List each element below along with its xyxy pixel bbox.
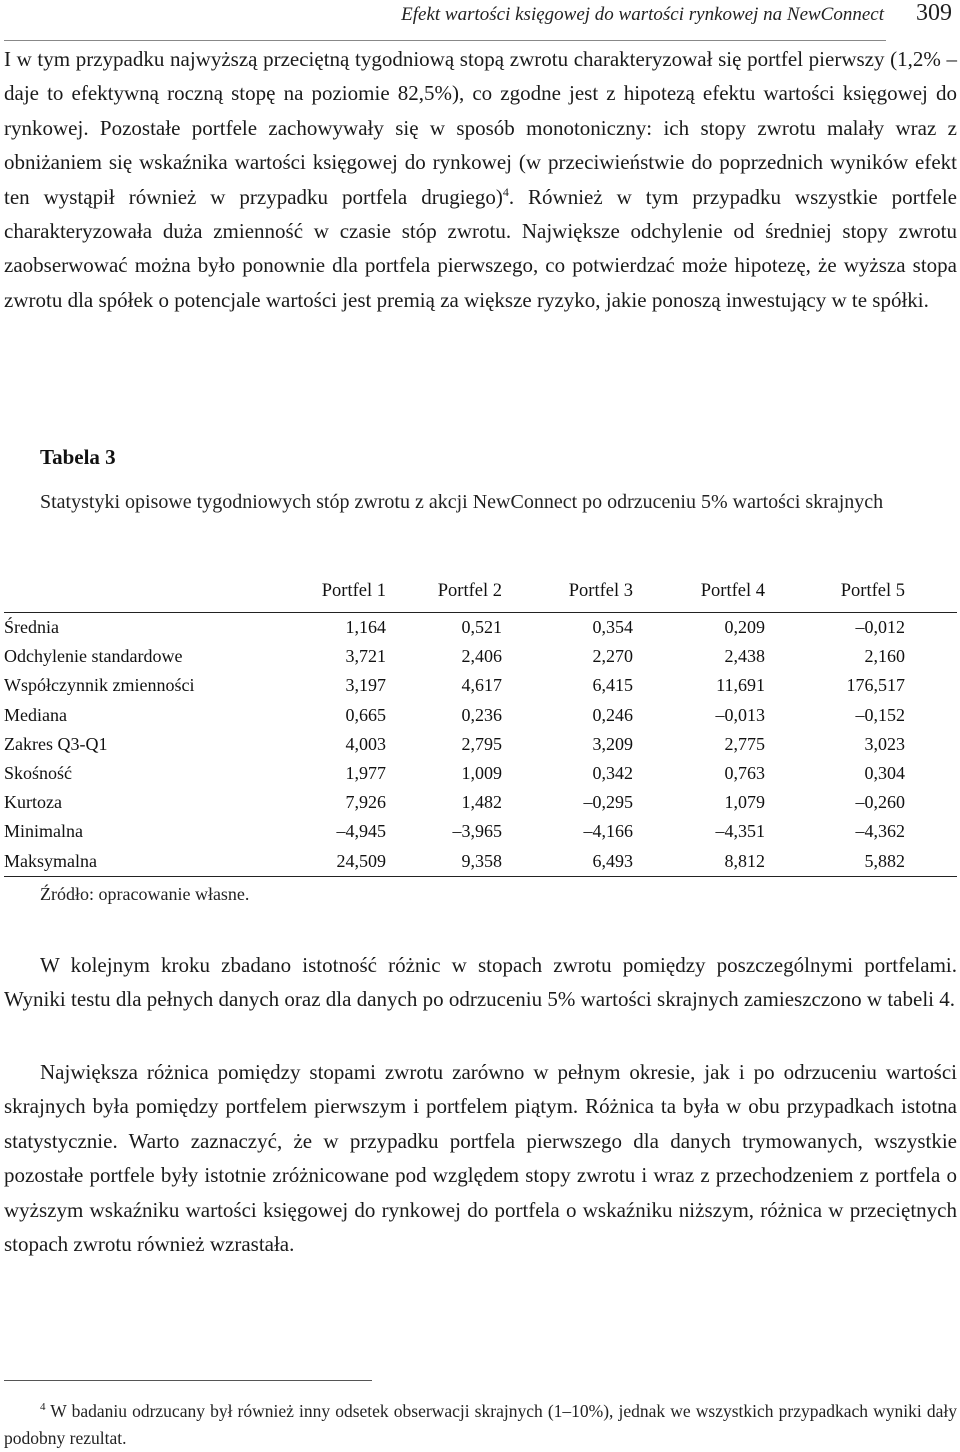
table-cell: –0,012: [855, 617, 905, 638]
table-cell: 4,617: [461, 675, 502, 696]
paragraph-1-text-cont: . Również w tym przypadku wszystkie portfele charakteryzowała duża zmienność w czasie stóp zwrotu. Największe odchylenie od średniej stopy zwrotu zaobserwować można było ponownie dla portfela pierwszego, co potwierdzać może hipotezę, że wyższa stopa zwrotu dla spółek o potencjale wartości jest premią za większe ryzyko, jakie ponoszą inwestujący w te spółki.: [4, 184, 957, 312]
table-cell: 2,795: [461, 733, 502, 754]
table-cell: 6,493: [592, 850, 633, 871]
table-row: [4, 642, 957, 671]
table-cell: 0,342: [592, 763, 633, 784]
header-rule: [4, 40, 886, 41]
table-cell: 0,763: [724, 763, 765, 784]
row-label: Maksymalna: [4, 850, 97, 871]
table-cell: 1,164: [345, 617, 386, 638]
table-row: [4, 817, 957, 846]
table-row: [4, 759, 957, 788]
row-label: Mediana: [4, 704, 67, 725]
footnote-rule: [4, 1380, 372, 1381]
table-cell: 0,354: [592, 617, 633, 638]
table-cell: –0,295: [583, 792, 633, 813]
table-cell: 0,304: [864, 763, 905, 784]
table-cell: 2,406: [461, 646, 502, 667]
table-cell: 3,209: [592, 733, 633, 754]
table-row: [4, 847, 957, 877]
column-header: Portfel 3: [568, 580, 633, 601]
table-cell: –4,166: [583, 821, 633, 842]
footnote-text: W badaniu odrzucany był również inny odsetek obserwacji skrajnych (1–10%), jednak we wszystkich przypadkach wyniki dały podobny rezultat.: [4, 1401, 957, 1448]
row-label: Skośność: [4, 763, 73, 784]
table-cell: 2,775: [724, 733, 765, 754]
column-header: Portfel 5: [840, 580, 905, 601]
table-caption: Statystyki opisowe tygodniowych stóp zwrotu z akcji NewConnect po odrzuceniu 5% wartości skrajnych: [40, 491, 884, 513]
table-cell: 2,438: [724, 646, 765, 667]
table-cell: 0,246: [592, 704, 633, 725]
table-cell: 1,977: [345, 763, 386, 784]
paragraph-3: Największa różnica pomiędzy stopami zwrotu zarówno w pełnym okresie, jak i po odrzuceniu wartości skrajnych była pomiędzy portfelem pierwszym i portfelem piątym. Różnica ta była w obu przypadkach istotna statystycznie. Warto zaznaczyć, że w przypadku portfela pierwszego dla danych trymowanych, wszystkie pozostałe portfele były istotnie zróżnicowane pod względem stopy zwrotu i wraz z przechodzeniem z portfela o wyższym wskaźniku wartości księgowej do rynkowej do portfela o wskaźniku niższym, różnica w przeciętnych stopach zwrotu również wzrastała.: [4, 1060, 957, 1257]
table-header-row: [4, 566, 957, 613]
table-cell: –0,152: [855, 704, 905, 725]
row-label: Średnia: [4, 617, 59, 638]
paragraph-1-text: I w tym przypadku najwyższą przeciętną tygodniową stopą zwrotu charakteryzował się portfel pierwszy (1,2% – daje to efektywną roczną stopę na poziomie 82,5%), co zgodne jest z hipotezą efektu wartości księgowej do rynkowej. Pozostałe portfele zachowywały się w sposób monotoniczny: ich stopy zwrotu malały wraz z obniżaniem się wskaźnika wartości księgowej do rynkowej (w przeciwieństwie do poprzednich wyników efekt ten wystąpił również w przypadku portfela drugiego): [4, 47, 957, 209]
row-label: Współczynnik zmienności: [4, 675, 195, 696]
table-row: [4, 671, 957, 700]
statistics-table: [4, 566, 957, 877]
table-row: [4, 613, 957, 643]
paragraph-1: [4, 42, 957, 317]
footnote: [4, 1398, 957, 1452]
table-source: Źródło: opracowanie własne.: [40, 884, 250, 904]
paragraph-2: W kolejnym kroku zbadano istotność różnic w stopach zwrotu pomiędzy poszczególnymi portfelami. Wyniki testu dla pełnych danych oraz dla danych po odrzuceniu 5% wartości skrajnych zamieszczono w tabeli 4.: [4, 953, 957, 1012]
table-row: [4, 701, 957, 730]
table-cell: –0,260: [855, 792, 905, 813]
page-header: [0, 0, 960, 48]
table-cell: 2,160: [864, 646, 905, 667]
table-cell: 0,521: [461, 617, 502, 638]
table-cell: 1,009: [461, 763, 502, 784]
table-cell: –3,965: [452, 821, 502, 842]
row-label: Minimalna: [4, 821, 83, 842]
table-cell: 24,509: [336, 850, 386, 871]
row-label: Zakres Q3-Q1: [4, 733, 108, 754]
footnote-mark: 4: [40, 1401, 46, 1414]
table-cell: 6,415: [592, 675, 633, 696]
page-number: 309: [916, 0, 952, 26]
row-label: Kurtoza: [4, 792, 62, 813]
table-cell: 1,482: [461, 792, 502, 813]
row-label: Odchylenie standardowe: [4, 646, 183, 667]
table-cell: 1,079: [724, 792, 765, 813]
table-row: [4, 788, 957, 817]
table-cell: 11,691: [716, 675, 765, 696]
footnote-ref[interactable]: 4: [502, 184, 509, 199]
table-cell: 0,209: [724, 617, 765, 638]
column-header: [4, 566, 254, 613]
table-cell: –4,362: [855, 821, 905, 842]
table-cell: 3,721: [345, 646, 386, 667]
table-cell: 3,023: [864, 733, 905, 754]
table-cell: 4,003: [345, 733, 386, 754]
table-cell: 9,358: [461, 850, 502, 871]
column-header: Portfel 1: [321, 580, 386, 601]
table-cell: 5,882: [864, 850, 905, 871]
table-cell: –0,013: [715, 704, 765, 725]
table-cell: 3,197: [345, 675, 386, 696]
table-cell: 0,665: [345, 704, 386, 725]
table-cell: 176,517: [846, 675, 905, 696]
table-label: Tabela 3: [40, 445, 116, 469]
table-row: [4, 730, 957, 759]
table-cell: –4,351: [715, 821, 765, 842]
table-cell: 8,812: [724, 850, 765, 871]
table-cell: 7,926: [345, 792, 386, 813]
table-cell: 0,236: [461, 704, 502, 725]
column-header: Portfel 2: [437, 580, 502, 601]
table-cell: 2,270: [592, 646, 633, 667]
table-cell: –4,945: [336, 821, 386, 842]
column-header: Portfel 4: [700, 580, 765, 601]
running-title: Efekt wartości księgowej do wartości rynkowej na NewConnect: [401, 4, 884, 25]
